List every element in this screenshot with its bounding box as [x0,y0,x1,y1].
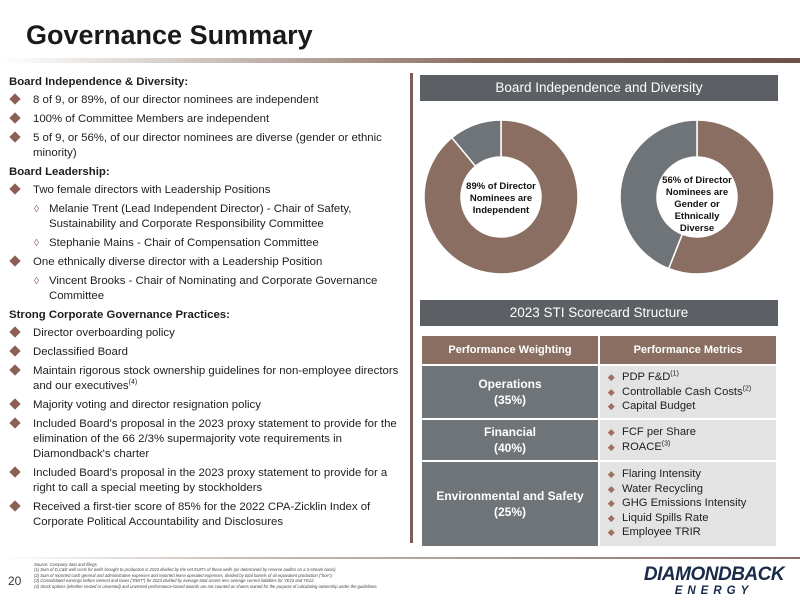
diamond-bullet-icon [9,500,20,511]
bullet-item [9,345,401,360]
metric-item [608,496,770,511]
footnote-ref: (4) [128,379,138,387]
footer-divider [0,557,800,559]
diamond-bullet-icon [9,326,20,337]
metric-item [608,399,770,414]
sub-bullet-text: Stephanie Mains - Chair of Compensation Committee [49,237,319,249]
diamond-bullet-icon [9,417,20,428]
bullet-text: Included Board's proposal in the 2023 proxy statement to provide for a right to call a special meeting by stockholders [33,467,388,494]
hollow-diamond-icon: ◊ [34,276,39,287]
bullet-text: 8 of 9, or 89%, of our director nominees are independent [33,94,319,106]
diamond-bullet-icon [9,255,20,266]
bullet-text: Two female directors with Leadership Positions [33,184,271,196]
bullet-text: Declassified Board [33,346,128,358]
category-weight: (35%) [493,392,526,407]
diamondback-energy-logo [634,565,794,597]
bullet-text: Maintain rigorous stock ownership guidelines for non-employee directors and our executives [33,365,399,392]
table-row [421,461,777,547]
metric-text: Employee TRIR [622,526,701,539]
diamond-bullet-icon [608,471,614,477]
governance-bullet-list [9,72,401,534]
metric-text: Controllable Cash Costs [622,385,743,398]
diamond-bullet-icon [608,374,614,380]
bullet-item [9,398,401,413]
metric-item [608,385,770,400]
diamond-bullet-icon [608,529,614,535]
board-independence-header: Board Independence and Diversity [420,75,778,101]
bullet-item [9,364,401,394]
metrics-cell [599,419,777,461]
footnote-ref: (1) [670,370,679,378]
metric-item [608,482,770,497]
metrics-cell [599,461,777,547]
sub-bullet-text: Melanie Trent (Lead Independent Director) - Chair of Safety, Sustainability and Corporate Responsibility Committee [49,203,352,230]
performance-weighting-header: Performance Weighting [421,335,599,365]
footnotes [34,562,594,589]
bullet-item [9,500,401,530]
diamond-bullet-icon [9,364,20,375]
hollow-diamond-icon: ◊ [34,238,39,249]
performance-metrics-header: Performance Metrics [599,335,777,365]
metric-text: Capital Budget [622,400,696,412]
category-name: Operations [478,376,542,391]
sub-bullet-text: Vincent Brooks - Chair of Nominating and Corporate Governance Committee [49,275,378,302]
metric-item [608,525,770,540]
category-name: Financial [483,424,536,439]
bullet-item [9,255,401,270]
page-title: Governance Summary [26,20,313,50]
hollow-diamond-icon: ◊ [34,204,39,215]
diamond-bullet-icon [608,515,614,521]
metric-text: GHG Emissions Intensity [622,497,747,510]
metric-text: ROACE [622,440,662,453]
bullet-item [9,466,401,496]
footnote-ref: (3) [661,439,671,447]
metric-item [608,370,770,385]
bullet-text: One ethnically diverse director with a Leadership Position [33,256,323,268]
sub-bullet-item [9,274,401,304]
footnote-ref: (2) [742,384,752,392]
bullet-item [9,131,401,161]
weighting-cell [421,461,599,547]
sti-scorecard-table [420,334,778,548]
diamond-bullet-icon [9,398,20,409]
diamond-bullet-icon [608,389,614,395]
table-row [421,419,777,461]
logo-wordmark-top: DIAMONDBACK [643,564,785,585]
metric-item [608,467,770,482]
diamond-bullet-icon [608,500,614,506]
independence-donut-label: 89% of Director Nominees are Independent [466,181,536,216]
section-heading: Board Leadership: [9,166,110,178]
metric-item [608,440,770,455]
metric-text: Flaring Intensity [622,468,701,481]
page-number: 20 [8,574,22,588]
weighting-cell [421,365,599,419]
footnote-line: (1) Sum of D,C&E well costs for wells brought to production in 2023 divided by the net EUR's of those wells (as determined by reserve auditor on a 3-stream basis). [34,567,337,573]
footnote-line: (3) Consolidated earnings before interest and taxes ("EBIT") for 2023 divided by average total assets less average current liabilities for YE23 and YE22. [34,578,315,584]
diamond-bullet-icon [608,486,614,492]
bullet-text: 100% of Committee Members are independent [33,113,270,125]
table-row [421,365,777,419]
section-heading: Strong Corporate Governance Practices: [9,309,230,321]
sub-bullet-item [9,202,401,232]
bullet-text: Director overboarding policy [33,327,175,339]
diamond-bullet-icon [9,93,20,104]
bullet-item [9,417,401,462]
bullet-item [9,183,401,198]
title-divider [0,58,800,63]
metric-text: Liquid Spills Rate [622,511,709,524]
diamond-bullet-icon [9,131,20,142]
sti-scorecard-header: 2023 STI Scorecard Structure [420,300,778,326]
diamond-bullet-icon [9,112,20,123]
metrics-cell [599,365,777,419]
metric-text: FCF per Share [622,426,696,438]
diamond-bullet-icon [608,429,614,435]
category-weight: (25%) [493,504,526,519]
diamond-bullet-icon [608,403,614,409]
bullet-item [9,93,401,108]
weighting-cell [421,419,599,461]
bullet-item [9,112,401,127]
column-divider [410,73,413,543]
metric-item [608,511,770,526]
logo-wordmark-bottom: ENERGY [674,585,754,597]
diamond-bullet-icon [9,466,20,477]
category-weight: (40%) [493,440,526,455]
diamond-bullet-icon [9,183,20,194]
metric-item [608,425,770,440]
bullet-text: Received a first-tier score of 85% for the 2022 CPA-Zicklin Index of Corporate Political Accountability and Disclosures [33,501,371,528]
bullet-item [9,326,401,341]
bullet-text: Majority voting and director resignation policy [33,399,261,411]
diversity-donut-label: 56% of Director Nominees are Gender or Ethnically Diverse [662,175,732,234]
metric-text: Water Recycling [622,482,704,495]
category-name: Environmental and Safety [436,488,584,503]
footnote-line: (2) Sum of reported cash general and administrative expenses and reported lease operated expenses, divided by total barrels of oil equivalent production ("boe"). [34,572,333,578]
diamond-bullet-icon [9,345,20,356]
diamond-bullet-icon [608,444,614,450]
metric-text: PDP F&D [622,371,671,383]
bullet-text: 5 of 9, or 56%, of our director nominees are diverse (gender or ethnic minority) [33,132,382,159]
sub-bullet-item [9,236,401,251]
footnote-line: Source: Company data and filings. [34,562,99,567]
footnote-line: (4) Stock options (whether vested or unvested) and unvested performance-based awards are not counted as shares owned for the purpose of calculating ownership under the guidelines. [34,583,378,589]
section-heading: Board Independence & Diversity: [9,76,189,88]
bullet-text: Included Board's proposal in the 2023 proxy statement to provide for the elimination of the 66 2/3% supermajority vote requirements in Diamondback's charter [33,418,397,460]
